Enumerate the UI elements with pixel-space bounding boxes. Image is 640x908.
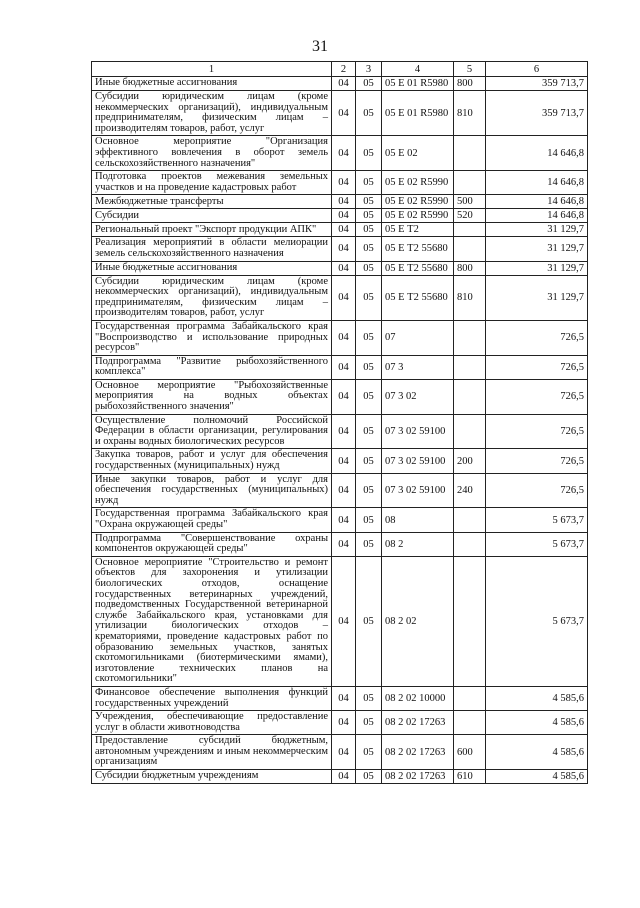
subsection-code-cell: 05 [356,414,382,449]
section-code-cell: 04 [332,711,356,735]
target-article-code-cell: 07 3 [382,355,454,379]
target-article-code-cell: 05 Е 01 R5980 [382,91,454,136]
expense-type-code-cell [454,711,486,735]
subsection-code-cell: 05 [356,275,382,320]
item-name-cell: Субсидии юридическим лицам (кроме некоммерческих организаций), индивидуальным предпринимателям, физическим лицам – производителям товаров, работ, услуг [92,275,332,320]
table-row [92,449,588,473]
section-code-cell: 04 [332,414,356,449]
table-row [92,508,588,532]
expense-type-code-cell [454,379,486,414]
target-article-code-cell: 05 Е Т2 55680 [382,237,454,261]
target-article-code-cell: 08 2 02 17263 [382,735,454,770]
target-article-code-cell: 08 2 02 [382,556,454,686]
table-row [92,355,588,379]
section-code-cell: 04 [332,195,356,209]
item-name-cell: Осуществление полномочий Российской Федерации в области организации, регулирования и охраны водных биологических ресурсов [92,414,332,449]
table-row [92,735,588,770]
page-number: 31 [312,38,328,55]
section-code-cell: 04 [332,209,356,223]
item-name-cell: Субсидии [92,209,332,223]
amount-cell: 31 129,7 [486,223,588,237]
item-name-cell: Подготовка проектов межевания земельных участков и на проведение кадастровых работ [92,171,332,195]
section-code-cell: 04 [332,686,356,710]
subsection-code-cell: 05 [356,195,382,209]
expense-type-code-cell: 800 [454,77,486,91]
target-article-code-cell: 08 2 02 17263 [382,711,454,735]
table-row [92,473,588,508]
item-name-cell: Субсидии юридическим лицам (кроме некоммерческих организаций), индивидуальным предпринимателям, физическим лицам – производителям товаров, работ, услуг [92,91,332,136]
budget-table [91,61,588,784]
expense-type-code-cell: 610 [454,770,486,784]
subsection-code-cell: 05 [356,136,382,171]
section-code-cell: 04 [332,136,356,171]
section-code-cell: 04 [332,320,356,355]
section-code-cell: 04 [332,77,356,91]
section-code-cell: 04 [332,770,356,784]
subsection-code-cell: 05 [356,77,382,91]
subsection-code-cell: 05 [356,508,382,532]
expense-type-code-cell [454,508,486,532]
amount-cell: 14 646,8 [486,195,588,209]
section-code-cell: 04 [332,91,356,136]
subsection-code-cell: 05 [356,223,382,237]
section-code-cell: 04 [332,275,356,320]
amount-cell: 4 585,6 [486,770,588,784]
target-article-code-cell: 05 Е 01 R5980 [382,77,454,91]
subsection-code-cell: 05 [356,320,382,355]
section-code-cell: 04 [332,735,356,770]
item-name-cell: Основное мероприятие "Организация эффективного вовлечения в оборот земель сельскохозяйственного назначения" [92,136,332,171]
subsection-code-cell: 05 [356,711,382,735]
item-name-cell: Предоставление субсидий бюджетным, автономным учреждениям и иным некоммерческим организациям [92,735,332,770]
item-name-cell: Государственная программа Забайкальского края "Охрана окружающей среды" [92,508,332,532]
subsection-code-cell: 05 [356,735,382,770]
amount-cell: 726,5 [486,473,588,508]
amount-cell: 726,5 [486,449,588,473]
expense-type-code-cell [454,414,486,449]
target-article-code-cell: 07 3 02 59100 [382,414,454,449]
expense-type-code-cell [454,686,486,710]
target-article-code-cell: 07 [382,320,454,355]
table-row [92,77,588,91]
item-name-cell: Иные закупки товаров, работ и услуг для обеспечения государственных (муниципальных) нужд [92,473,332,508]
target-article-code-cell: 08 2 02 10000 [382,686,454,710]
target-article-code-cell: 05 Е 02 R5990 [382,195,454,209]
expense-type-code-cell [454,223,486,237]
subsection-code-cell: 05 [356,261,382,275]
section-code-cell: 04 [332,223,356,237]
amount-cell: 726,5 [486,379,588,414]
section-code-cell: 04 [332,508,356,532]
table-row [92,686,588,710]
expense-type-code-cell: 240 [454,473,486,508]
expense-type-code-cell: 200 [454,449,486,473]
expense-type-code-cell: 600 [454,735,486,770]
amount-cell: 5 673,7 [486,556,588,686]
subsection-code-cell: 05 [356,532,382,556]
target-article-code-cell: 05 Е Т2 55680 [382,275,454,320]
amount-cell: 14 646,8 [486,209,588,223]
section-code-cell: 04 [332,532,356,556]
item-name-cell: Субсидии бюджетным учреждениям [92,770,332,784]
column-header: 2 [332,62,356,77]
table-row [92,261,588,275]
section-code-cell: 04 [332,449,356,473]
subsection-code-cell: 05 [356,171,382,195]
section-code-cell: 04 [332,379,356,414]
amount-cell: 4 585,6 [486,686,588,710]
subsection-code-cell: 05 [356,686,382,710]
amount-cell: 726,5 [486,355,588,379]
amount-cell: 5 673,7 [486,508,588,532]
item-name-cell: Иные бюджетные ассигнования [92,261,332,275]
table-row [92,379,588,414]
subsection-code-cell: 05 [356,379,382,414]
section-code-cell: 04 [332,171,356,195]
table-row [92,770,588,784]
amount-cell: 726,5 [486,320,588,355]
column-header: 3 [356,62,382,77]
expense-type-code-cell: 810 [454,275,486,320]
target-article-code-cell: 05 Е 02 [382,136,454,171]
table-row [92,556,588,686]
expense-type-code-cell [454,136,486,171]
subsection-code-cell: 05 [356,473,382,508]
target-article-code-cell: 08 2 [382,532,454,556]
expense-type-code-cell [454,320,486,355]
item-name-cell: Учреждения, обеспечивающие предоставление услуг в области животноводства [92,711,332,735]
item-name-cell: Региональный проект "Экспорт продукции АПК" [92,223,332,237]
amount-cell: 14 646,8 [486,171,588,195]
section-code-cell: 04 [332,556,356,686]
expense-type-code-cell [454,355,486,379]
table-row [92,195,588,209]
item-name-cell: Межбюджетные трансферты [92,195,332,209]
amount-cell: 359 713,7 [486,77,588,91]
subsection-code-cell: 05 [356,237,382,261]
amount-cell: 4 585,6 [486,711,588,735]
target-article-code-cell: 08 2 02 17263 [382,770,454,784]
item-name-cell: Основное мероприятие "Строительство и ремонт объектов для захоронения и утилизации биологических отходов, оснащение государственных ветеринарных учреждений, подведомственных Государственной ветеринарной службе Забайкальского края, установками для утилизации биологических отходов – крематориями, проведение кадастровых работ по образованию земельных участков, занятых скотомогильниками (биотермическими ямами), изготовление технических планов на скотомогильники" [92,556,332,686]
table-row [92,171,588,195]
target-article-code-cell: 05 Е Т2 55680 [382,261,454,275]
table-row [92,711,588,735]
subsection-code-cell: 05 [356,556,382,686]
column-header: 5 [454,62,486,77]
table-row [92,223,588,237]
target-article-code-cell: 05 Е 02 R5990 [382,171,454,195]
table-body [92,77,588,784]
table-row [92,136,588,171]
section-code-cell: 04 [332,261,356,275]
amount-cell: 359 713,7 [486,91,588,136]
item-name-cell: Реализация мероприятий в области мелиорации земель сельскохозяйственного назначения [92,237,332,261]
target-article-code-cell: 05 Е Т2 [382,223,454,237]
item-name-cell: Подпрограмма "Совершенствование охраны компонентов окружающей среды" [92,532,332,556]
amount-cell: 14 646,8 [486,136,588,171]
table-row [92,275,588,320]
expense-type-code-cell [454,237,486,261]
item-name-cell: Государственная программа Забайкальского края "Воспроизводство и использование природных ресурсов" [92,320,332,355]
item-name-cell: Подпрограмма "Развитие рыбохозяйственного комплекса" [92,355,332,379]
item-name-cell: Иные бюджетные ассигнования [92,77,332,91]
table-row [92,91,588,136]
target-article-code-cell: 07 3 02 59100 [382,449,454,473]
section-code-cell: 04 [332,473,356,508]
subsection-code-cell: 05 [356,770,382,784]
subsection-code-cell: 05 [356,209,382,223]
amount-cell: 726,5 [486,414,588,449]
expense-type-code-cell [454,532,486,556]
target-article-code-cell: 07 3 02 [382,379,454,414]
target-article-code-cell: 08 [382,508,454,532]
table-header-row [92,62,588,77]
expense-type-code-cell: 800 [454,261,486,275]
target-article-code-cell: 05 Е 02 R5990 [382,209,454,223]
section-code-cell: 04 [332,237,356,261]
table-row [92,532,588,556]
table-row [92,414,588,449]
amount-cell: 5 673,7 [486,532,588,556]
item-name-cell: Основное мероприятие "Рыбохозяйственные мероприятия на водных объектах рыбохозяйственного значения" [92,379,332,414]
expense-type-code-cell [454,171,486,195]
subsection-code-cell: 05 [356,355,382,379]
amount-cell: 31 129,7 [486,261,588,275]
column-header: 1 [92,62,332,77]
item-name-cell: Закупка товаров, работ и услуг для обеспечения государственных (муниципальных) нужд [92,449,332,473]
section-code-cell: 04 [332,355,356,379]
column-header: 6 [486,62,588,77]
amount-cell: 4 585,6 [486,735,588,770]
expense-type-code-cell: 520 [454,209,486,223]
amount-cell: 31 129,7 [486,275,588,320]
table-row [92,237,588,261]
subsection-code-cell: 05 [356,449,382,473]
column-header: 4 [382,62,454,77]
table-row [92,209,588,223]
expense-type-code-cell: 810 [454,91,486,136]
amount-cell: 31 129,7 [486,237,588,261]
subsection-code-cell: 05 [356,91,382,136]
expense-type-code-cell: 500 [454,195,486,209]
target-article-code-cell: 07 3 02 59100 [382,473,454,508]
table-row [92,320,588,355]
expense-type-code-cell [454,556,486,686]
item-name-cell: Финансовое обеспечение выполнения функций государственных учреждений [92,686,332,710]
